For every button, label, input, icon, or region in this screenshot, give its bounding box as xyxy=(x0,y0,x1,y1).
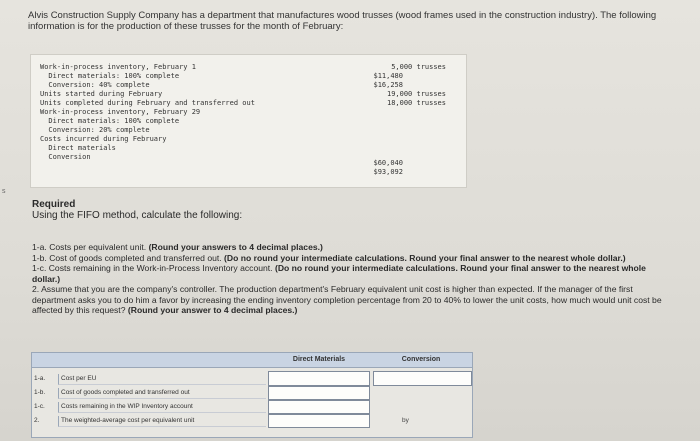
header-conversion: Conversion xyxy=(370,353,472,368)
required-heading: Required xyxy=(32,199,76,210)
header-direct-materials: Direct Materials xyxy=(268,353,370,368)
data-label: Direct materials: 100% complete xyxy=(40,72,180,80)
question-hint: (Do no round your intermediate calculations. Round your final answer to the nearest whole dollar.) xyxy=(32,263,646,284)
data-value: $60,040 xyxy=(373,159,403,167)
required-section xyxy=(32,199,672,221)
data-value: $16,258 xyxy=(373,81,403,89)
data-value: $11,480 xyxy=(373,72,403,80)
production-data-block xyxy=(30,54,467,188)
data-label: Work-in-process inventory, February 1 xyxy=(40,63,196,71)
question-1b xyxy=(32,253,672,264)
required-instruction: Using the FIFO method, calculate the following: xyxy=(32,210,243,221)
row-number: 1-b. xyxy=(34,389,46,396)
question-2 xyxy=(32,284,672,316)
data-label: Direct materials xyxy=(40,144,116,152)
answer-table xyxy=(31,352,473,438)
data-label: Units completed during February and transferred out xyxy=(40,99,255,107)
question-text: 1-a. Costs per equivalent unit. xyxy=(32,242,149,252)
question-list xyxy=(32,242,672,316)
row-label-weighted-average: The weighted-average cost per equivalent unit xyxy=(58,416,266,427)
question-1a xyxy=(32,242,672,253)
data-label: Costs incurred during February xyxy=(40,135,167,143)
data-label: Units started during February xyxy=(40,90,163,98)
data-label: Work-in-process inventory, February 29 xyxy=(40,108,201,116)
data-value: 19,000 trusses xyxy=(386,90,446,98)
by-label: by xyxy=(402,417,409,424)
margin-mark: s xyxy=(2,188,6,195)
header-blank xyxy=(32,353,268,368)
row-number: 1-c. xyxy=(34,403,45,410)
data-label: Conversion: 20% complete xyxy=(40,126,150,134)
row-label-cost-transferred-out: Cost of goods completed and transferred out xyxy=(58,388,266,399)
question-text: 1-b. Cost of goods completed and transferred out. xyxy=(32,252,225,263)
input-1a-conversion[interactable] xyxy=(373,371,472,386)
row-label-wip-remaining: Costs remaining in the WIP Inventory account xyxy=(58,402,266,413)
question-text: 1-c. Costs remaining in the Work-in-Process Inventory account. xyxy=(32,263,275,273)
data-value: $93,092 xyxy=(373,168,403,176)
problem-intro: Alvis Construction Supply Company has a department that manufactures wood trusses (wood frames used in the construction industry). The following information is for the production of these trusses for the month of February: xyxy=(28,10,657,32)
question-hint: (Round your answers to 4 decimal places.) xyxy=(148,242,323,252)
data-label: Conversion xyxy=(40,153,91,161)
question-text: 2. Assume that you are the company's controller. The production department's February equivalent unit cost is higher than expected. If the manager of the first department asks you to do him a favor by increasing the ending inventory completion percentage from 20 to 40% to lower the unit costs, how much would unit cost be affected by this request? xyxy=(32,284,662,315)
question-hint: (Round your answer to 4 decimal places.) xyxy=(127,305,298,315)
input-1c[interactable] xyxy=(268,400,370,414)
data-value: 18,000 trusses xyxy=(386,99,446,107)
data-label: Conversion: 40% complete xyxy=(40,81,150,89)
question-hint: (Do no round your intermediate calculations. Round your final answer to the nearest whole dollar.) xyxy=(224,252,626,263)
row-label-cost-per-eu: Cost per EU xyxy=(58,374,266,385)
data-value: 5,000 trusses xyxy=(391,63,446,71)
input-1a-direct-materials[interactable] xyxy=(268,371,370,386)
input-1b[interactable] xyxy=(268,386,370,400)
row-number: 1-a. xyxy=(34,375,46,382)
data-label: Direct materials: 100% complete xyxy=(40,117,180,125)
input-2-amount[interactable] xyxy=(268,414,370,428)
row-number: 2. xyxy=(34,417,40,424)
question-1c xyxy=(32,263,672,284)
